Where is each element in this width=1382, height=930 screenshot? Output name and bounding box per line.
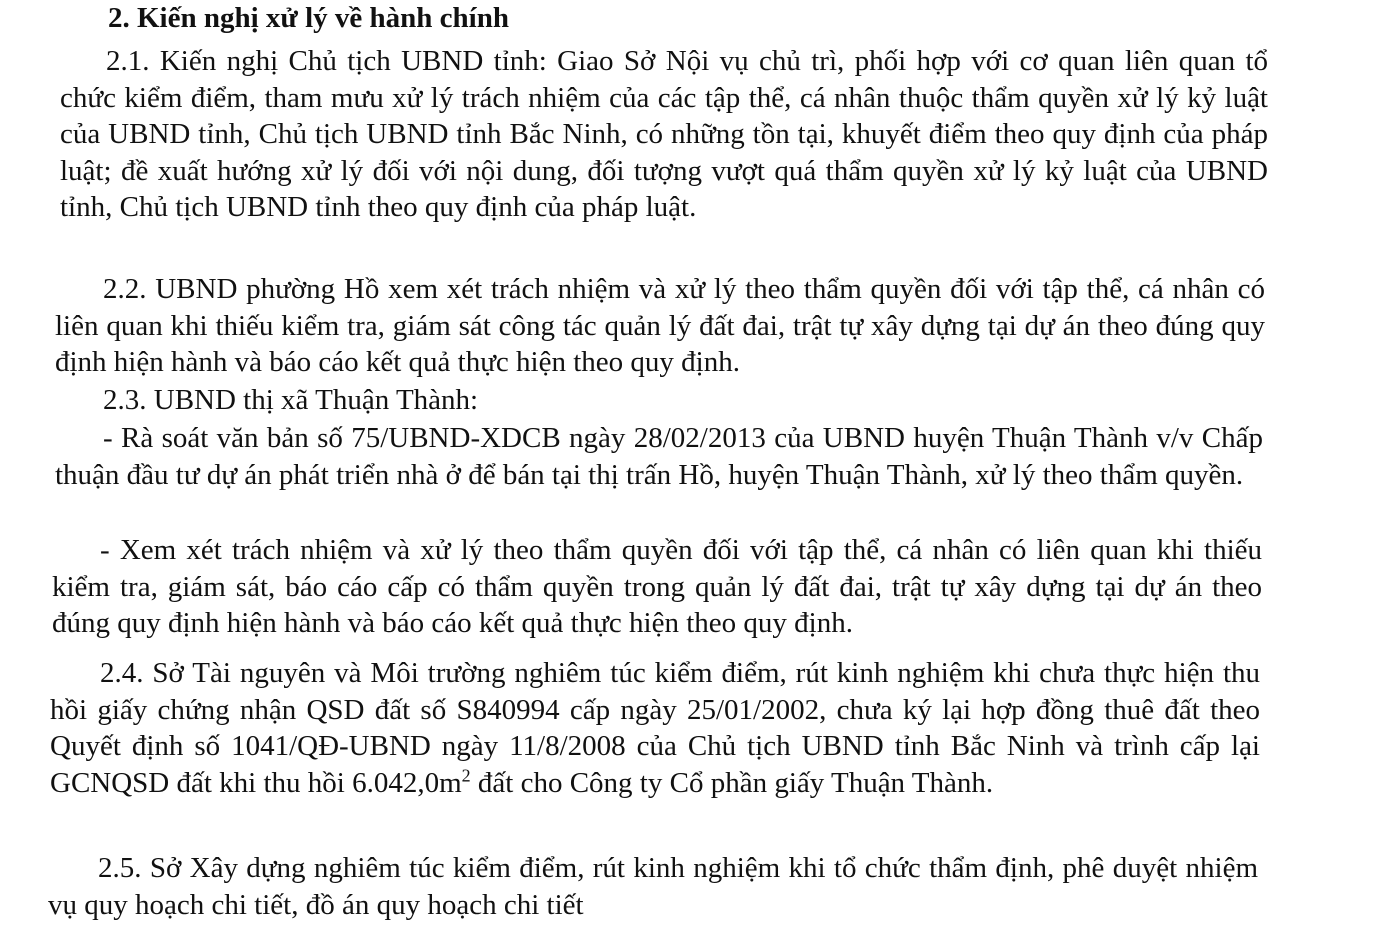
paragraph-2-5 (48, 850, 1258, 923)
paragraph-2-3-item-a-text: - Rà soát văn bản số 75/UBND-XDCB ngày 28/02/2013 của UBND huyện Thuận Thành v/v Chấp thuận đầu tư dự án phát triển nhà ở để bán tại thị trấn Hồ, huyện Thuận Thành, xử lý theo thẩm quyền. (55, 422, 1263, 491)
paragraph-2-4-text-start: 2.4. Sở Tài nguyên và Môi trường nghiêm túc kiểm điểm, rút kinh nghiệm khi chưa thực hiện thu hồi giấy chứng nhận QSD đất số S840994 cấp ngày 25/01/2002, chưa ký lại hợp đồng thuê đất theo Quyết định số 1041/QĐ-UBND ngày 11/8/2008 của Chủ tịch UBND tỉnh Bắc Ninh và trình cấp lại GCNQSD đất khi thu hồi 6.042,0m (50, 657, 1260, 799)
paragraph-2-3-item-b (52, 532, 1262, 642)
superscript-2: 2 (461, 764, 471, 785)
section-heading: 2. Kiến nghị xử lý về hành chính (108, 2, 509, 34)
paragraph-2-1 (60, 43, 1268, 226)
paragraph-2-4 (50, 655, 1260, 801)
paragraph-2-3: 2.3. UBND thị xã Thuận Thành: (103, 384, 479, 416)
paragraph-2-2-text: 2.2. UBND phường Hồ xem xét trách nhiệm và xử lý theo thẩm quyền đối với tập thể, cá nhân có liên quan khi thiếu kiểm tra, giám sát công tác quản lý đất đai, trật tự xây dựng tại dự án theo đúng quy định hiện hành và báo cáo kết quả thực hiện theo quy định. (55, 273, 1265, 378)
paragraph-2-5-text: 2.5. Sở Xây dựng nghiêm túc kiểm điểm, rút kinh nghiệm khi tổ chức thẩm định, phê duyệt nhiệm vụ quy hoạch chi tiết, đồ án quy hoạch chi tiết (48, 852, 1258, 921)
paragraph-2-3-item-a (55, 420, 1263, 493)
paragraph-2-2 (55, 271, 1265, 381)
paragraph-2-4-text-end: đất cho Công ty Cổ phần giấy Thuận Thành. (470, 766, 994, 799)
paragraph-2-3-item-b-text: - Xem xét trách nhiệm và xử lý theo thẩm quyền đối với tập thể, cá nhân có liên quan khi thiếu kiểm tra, giám sát, báo cáo cấp có thẩm quyền trong quản lý đất đai, trật tự xây dựng tại dự án theo đúng quy định hiện hành và báo cáo kết quả thực hiện theo quy định. (52, 534, 1262, 639)
paragraph-2-1-text: 2.1. Kiến nghị Chủ tịch UBND tỉnh: Giao Sở Nội vụ chủ trì, phối hợp với cơ quan liên quan tổ chức kiểm điểm, tham mưu xử lý trách nhiệm của các tập thể, cá nhân thuộc thẩm quyền xử lý kỷ luật của UBND tỉnh, Chủ tịch UBND tỉnh Bắc Ninh, có những tồn tại, khuyết điểm theo quy định của pháp luật; đề xuất hướng xử lý đối với nội dung, đối tượng vượt quá thẩm quyền xử lý kỷ luật của UBND tỉnh, Chủ tịch UBND tỉnh theo quy định của pháp luật. (60, 45, 1268, 223)
